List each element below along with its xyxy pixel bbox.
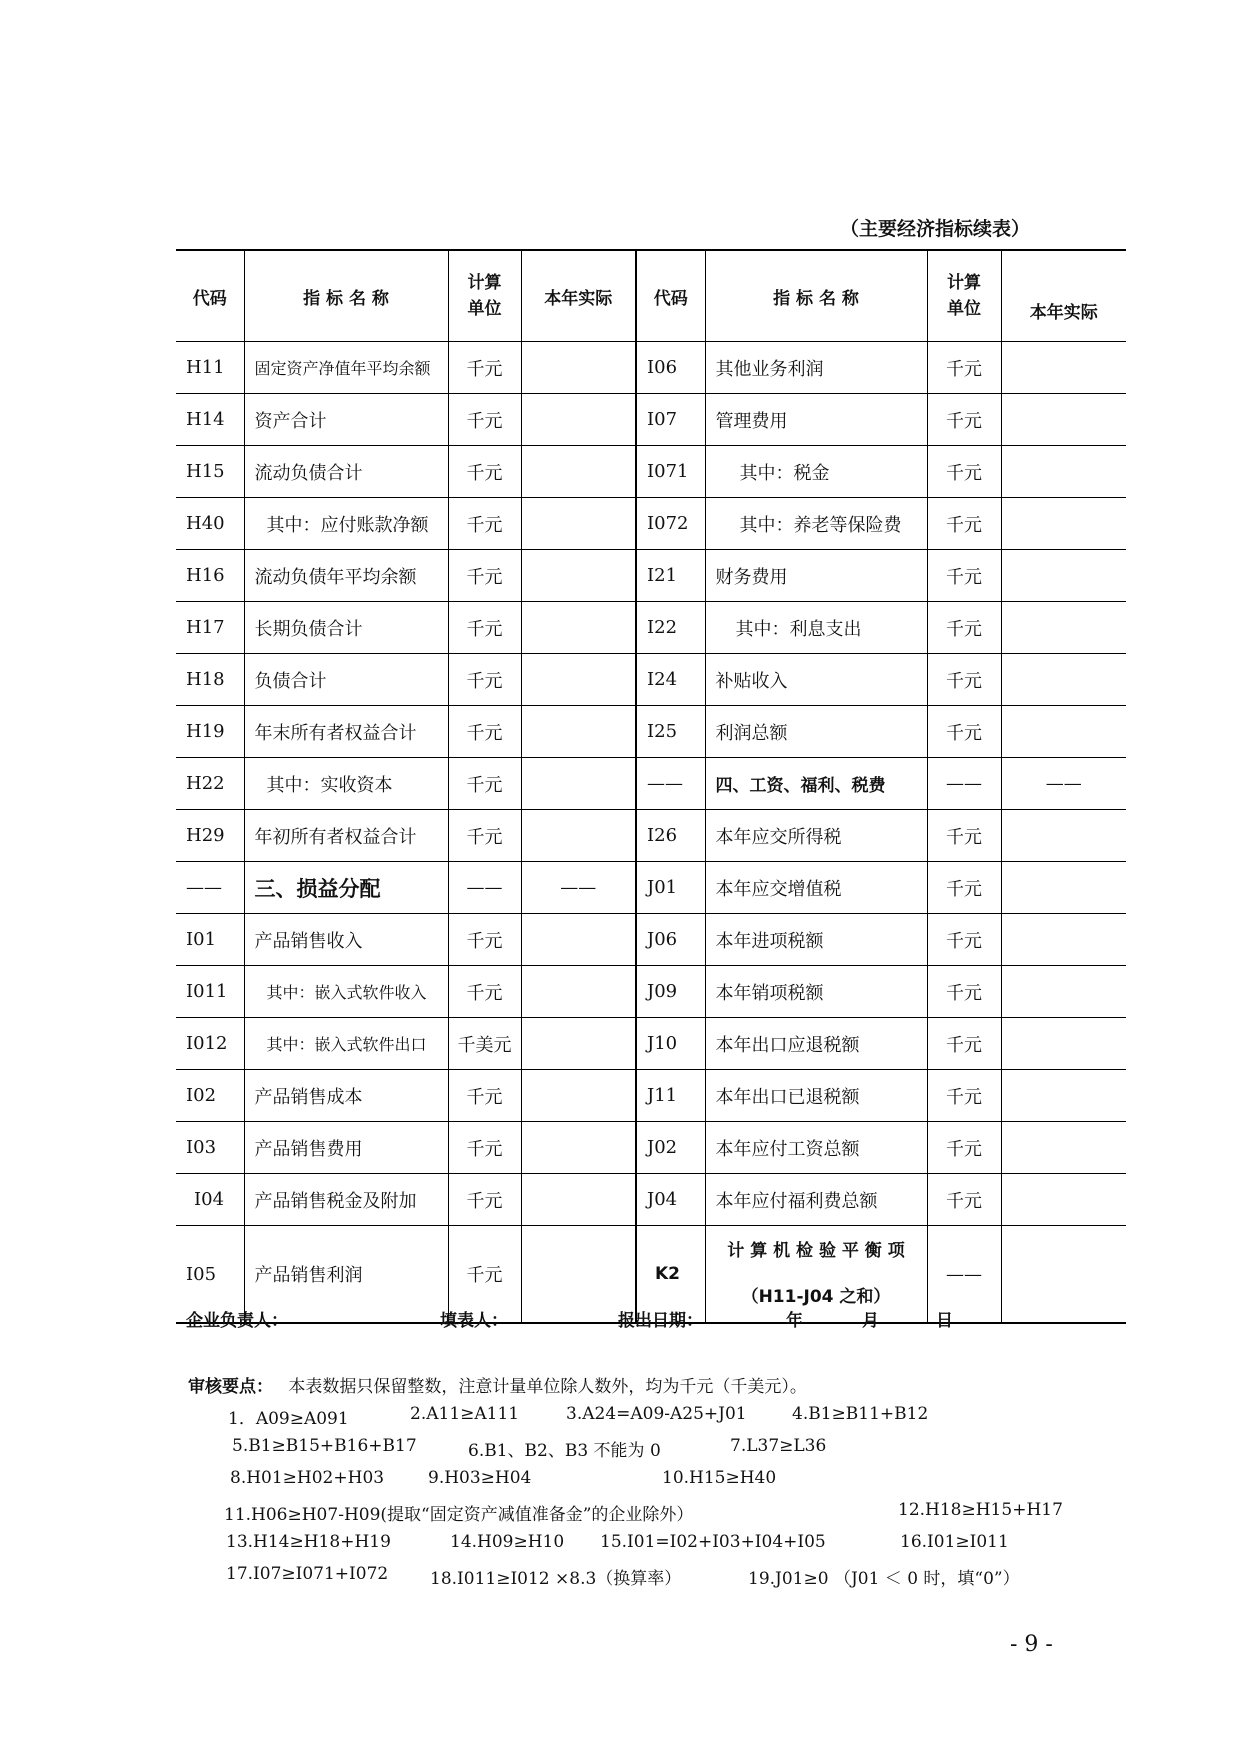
row-unit: 千元 — [927, 550, 1001, 602]
row-name: 管理费用 — [705, 394, 927, 446]
row-unit: 千元 — [927, 602, 1001, 654]
row-code: I01 — [176, 914, 244, 966]
row-name: 流动负债年平均余额 — [244, 550, 448, 602]
row-actual-input[interactable] — [1001, 1226, 1126, 1324]
row-code: —— — [636, 758, 705, 810]
review-rule: 15.I01=I02+I03+I04+I05 — [600, 1532, 826, 1552]
row-code: J01 — [636, 862, 705, 914]
row-unit: 千元 — [448, 342, 521, 394]
row-name: 其中：应付账款净额 — [244, 498, 448, 550]
row-actual-input[interactable] — [1001, 810, 1126, 862]
row-actual-input[interactable] — [1001, 446, 1126, 498]
review-rule: 17.I07≥I071+I072 — [226, 1564, 389, 1584]
row-unit: 千元 — [927, 654, 1001, 706]
row-unit: 千美元 — [448, 1018, 521, 1070]
row-unit: 千元 — [927, 810, 1001, 862]
row-unit: 千元 — [927, 1018, 1001, 1070]
row-actual-value: —— — [521, 862, 636, 914]
row-actual-input[interactable] — [1001, 914, 1126, 966]
row-name: 本年应交所得税 — [705, 810, 927, 862]
header-actual-right: 本年实际 — [1001, 250, 1126, 342]
row-name: 财务费用 — [705, 550, 927, 602]
row-unit: 千元 — [927, 342, 1001, 394]
row-code: I22 — [636, 602, 705, 654]
row-name: 其中：嵌入式软件收入 — [244, 966, 448, 1018]
row-code: I02 — [176, 1070, 244, 1122]
row-name: 本年应付工资总额 — [705, 1122, 927, 1174]
row-unit: 千元 — [448, 446, 521, 498]
table-row — [176, 550, 1126, 602]
review-rule: 6.B1、B2、B3 不能为 0 — [468, 1441, 661, 1461]
row-name: 其他业务利润 — [705, 342, 927, 394]
review-rule: 9.H03≥H04 — [428, 1468, 532, 1488]
header-actual-left: 本年实际 — [521, 250, 636, 342]
header-name-right: 指 标 名 称 — [705, 250, 927, 342]
row-name: 产品销售利润 — [244, 1226, 448, 1324]
review-rule: 12.H18≥H15+H17 — [898, 1500, 1063, 1520]
row-code: I04 — [176, 1174, 244, 1226]
row-unit: 千元 — [927, 498, 1001, 550]
balance-check-label — [705, 1226, 927, 1324]
row-actual-input[interactable] — [521, 758, 636, 810]
row-code: H40 — [176, 498, 244, 550]
row-name: 其中：税金 — [705, 446, 927, 498]
row-actual-input[interactable] — [521, 602, 636, 654]
row-code: H16 — [176, 550, 244, 602]
row-name: 本年出口应退税额 — [705, 1018, 927, 1070]
row-code: I25 — [636, 706, 705, 758]
row-unit: 千元 — [448, 810, 521, 862]
row-code: H19 — [176, 706, 244, 758]
row-name: 产品销售费用 — [244, 1122, 448, 1174]
row-actual-input[interactable] — [1001, 394, 1126, 446]
table-row — [176, 394, 1126, 446]
table-row — [176, 810, 1126, 862]
row-code: J02 — [636, 1122, 705, 1174]
row-code: H29 — [176, 810, 244, 862]
row-actual-input[interactable] — [521, 342, 636, 394]
row-name: 年末所有者权益合计 — [244, 706, 448, 758]
row-name: 其中：养老等保险费 — [705, 498, 927, 550]
row-unit: 千元 — [927, 1070, 1001, 1122]
row-name: 补贴收入 — [705, 654, 927, 706]
row-actual-input[interactable] — [1001, 1122, 1126, 1174]
row-name: 其中：实收资本 — [244, 758, 448, 810]
row-code: I06 — [636, 342, 705, 394]
table-subtitle: （主要经济指标续表） — [840, 218, 1031, 240]
row-actual-input[interactable] — [521, 1070, 636, 1122]
review-intro-text: 本表数据只保留整数，注意计量单位除人数外，均为千元（千美元）。 — [288, 1377, 807, 1397]
row-unit: 千元 — [448, 394, 521, 446]
row-code: J06 — [636, 914, 705, 966]
table-row — [176, 966, 1126, 1018]
review-rule: 2.A11≥A111 — [410, 1404, 520, 1424]
row-unit: 千元 — [448, 602, 521, 654]
row-name: 利润总额 — [705, 706, 927, 758]
row-actual-input[interactable] — [1001, 550, 1126, 602]
row-unit: 千元 — [448, 1070, 521, 1122]
header-code-left: 代码 — [176, 250, 244, 342]
row-unit: 千元 — [927, 446, 1001, 498]
table-row — [176, 758, 1126, 810]
row-code: I072 — [636, 498, 705, 550]
row-code: H17 — [176, 602, 244, 654]
table-row — [176, 498, 1126, 550]
row-name: 本年出口已退税额 — [705, 1070, 927, 1122]
row-code: J04 — [636, 1174, 705, 1226]
review-rule: 16.I01≥I011 — [900, 1532, 1009, 1552]
row-code: —— — [176, 862, 244, 914]
row-name: 年初所有者权益合计 — [244, 810, 448, 862]
row-unit: 千元 — [448, 1122, 521, 1174]
table-header-row — [176, 250, 1126, 342]
row-code: I012 — [176, 1018, 244, 1070]
table-row — [176, 1018, 1126, 1070]
row-unit: 千元 — [927, 862, 1001, 914]
review-rule: 4.B1≥B11+B12 — [792, 1404, 929, 1424]
row-name: 本年进项税额 — [705, 914, 927, 966]
row-name: 产品销售税金及附加 — [244, 1174, 448, 1226]
review-intro — [188, 1372, 807, 1397]
review-rule: 18.I011≥I012 ×8.3（换算率） — [430, 1569, 682, 1589]
row-unit: 千元 — [927, 966, 1001, 1018]
row-actual-input[interactable] — [1001, 1070, 1126, 1122]
row-name: 长期负债合计 — [244, 602, 448, 654]
row-actual-input[interactable] — [521, 1174, 636, 1226]
row-actual-input[interactable] — [521, 446, 636, 498]
footer-year-label: 年 — [786, 1311, 803, 1331]
row-unit: —— — [448, 862, 521, 914]
table-row — [176, 914, 1126, 966]
row-actual-input[interactable] — [521, 810, 636, 862]
row-actual-input[interactable] — [1001, 1018, 1126, 1070]
balance-check-title: 计 算 机 检 验 平 衡 项 — [727, 1241, 905, 1261]
row-name: 本年应交增值税 — [705, 862, 927, 914]
row-name: 本年销项税额 — [705, 966, 927, 1018]
row-code: J10 — [636, 1018, 705, 1070]
row-unit: 千元 — [448, 706, 521, 758]
row-code: I07 — [636, 394, 705, 446]
row-actual-input[interactable] — [521, 1018, 636, 1070]
header-name-left: 指 标 名 称 — [244, 250, 448, 342]
section-heading: 三、损益分配 — [244, 862, 448, 914]
row-actual-input[interactable] — [521, 394, 636, 446]
row-code: H22 — [176, 758, 244, 810]
table-row — [176, 654, 1126, 706]
review-rule: 11.H06≥H07-H09(提取“固定资产减值准备金”的企业除外） — [224, 1505, 694, 1525]
header-unit-left: 计算 单位 — [448, 250, 521, 342]
row-code: J09 — [636, 966, 705, 1018]
row-unit: 千元 — [927, 394, 1001, 446]
row-code: I011 — [176, 966, 244, 1018]
row-name: 流动负债合计 — [244, 446, 448, 498]
row-unit: 千元 — [448, 966, 521, 1018]
row-unit: 千元 — [448, 914, 521, 966]
row-name: 产品销售收入 — [244, 914, 448, 966]
row-code: H11 — [176, 342, 244, 394]
row-code: I21 — [636, 550, 705, 602]
row-unit: 千元 — [927, 914, 1001, 966]
row-actual-input[interactable] — [521, 550, 636, 602]
row-actual-input[interactable] — [521, 966, 636, 1018]
row-name: 其中：利息支出 — [705, 602, 927, 654]
row-name: 其中：嵌入式软件出口 — [244, 1018, 448, 1070]
header-code-right: 代码 — [636, 250, 705, 342]
footer-leader-label: 企业负责人： — [186, 1311, 288, 1331]
row-unit: —— — [927, 758, 1001, 810]
table-row — [176, 1174, 1126, 1226]
review-rule: 5.B1≥B15+B16+B17 — [232, 1436, 417, 1456]
page-number: - 9 - — [1010, 1632, 1053, 1657]
row-name: 资产合计 — [244, 394, 448, 446]
review-title: 审核要点： — [188, 1377, 273, 1397]
row-actual-input[interactable] — [1001, 706, 1126, 758]
row-unit: 千元 — [448, 550, 521, 602]
table-row — [176, 706, 1126, 758]
row-unit: 千元 — [448, 654, 521, 706]
review-rule: 7.L37≥L36 — [730, 1436, 827, 1456]
table-row — [176, 862, 1126, 914]
row-actual-input[interactable] — [521, 914, 636, 966]
row-actual-input[interactable] — [1001, 1174, 1126, 1226]
row-actual-input[interactable] — [1001, 862, 1126, 914]
row-name: 产品销售成本 — [244, 1070, 448, 1122]
row-actual-input[interactable] — [521, 498, 636, 550]
row-code: J11 — [636, 1070, 705, 1122]
row-unit: 千元 — [448, 1174, 521, 1226]
footer-filler-label: 填表人： — [440, 1311, 508, 1331]
review-rule: 14.H09≥H10 — [450, 1532, 565, 1552]
row-code: H18 — [176, 654, 244, 706]
row-unit: —— — [927, 1226, 1001, 1324]
row-unit: 千元 — [927, 706, 1001, 758]
footer-date-label: 报出日期： — [618, 1311, 703, 1331]
row-actual-value: —— — [1001, 758, 1126, 810]
indicator-table — [176, 249, 1126, 1324]
row-name: 负债合计 — [244, 654, 448, 706]
review-rule: 8.H01≥H02+H03 — [230, 1468, 385, 1488]
row-actual-input[interactable] — [521, 654, 636, 706]
row-actual-input[interactable] — [1001, 342, 1126, 394]
footer-month-label: 月 — [862, 1311, 879, 1331]
header-unit-right: 计算 单位 — [927, 250, 1001, 342]
review-rule: 19.J01≥0 （J01 ＜ 0 时，填“0”） — [748, 1569, 1020, 1589]
review-rule: 10.H15≥H40 — [662, 1468, 777, 1488]
row-actual-input[interactable] — [1001, 966, 1126, 1018]
row-actual-input[interactable] — [521, 706, 636, 758]
row-unit: 千元 — [927, 1122, 1001, 1174]
row-code: I05 — [176, 1226, 244, 1324]
row-actual-input[interactable] — [521, 1122, 636, 1174]
table-row — [176, 1070, 1126, 1122]
row-code: I03 — [176, 1122, 244, 1174]
balance-check-note: （H11-J04 之和） — [741, 1287, 891, 1307]
row-code: K2 — [636, 1226, 705, 1324]
row-actual-input[interactable] — [1001, 654, 1126, 706]
review-rule: 13.H14≥H18+H19 — [226, 1532, 391, 1552]
row-code: I24 — [636, 654, 705, 706]
table-row — [176, 1122, 1126, 1174]
row-unit: 千元 — [448, 758, 521, 810]
table-row — [176, 602, 1126, 654]
footer-day-label: 日 — [936, 1311, 953, 1331]
row-actual-input[interactable] — [1001, 602, 1126, 654]
row-name: 本年应付福利费总额 — [705, 1174, 927, 1226]
section-heading: 四、工资、福利、税费 — [705, 758, 927, 810]
review-rule: 3.A24=A09-A25+J01 — [566, 1404, 747, 1424]
table-row — [176, 446, 1126, 498]
row-unit: 千元 — [448, 1226, 521, 1324]
row-unit: 千元 — [927, 1174, 1001, 1226]
review-rule: 1．A09≥A091 — [228, 1409, 349, 1429]
row-actual-input[interactable] — [1001, 498, 1126, 550]
row-code: H15 — [176, 446, 244, 498]
table-row — [176, 342, 1126, 394]
row-code: I26 — [636, 810, 705, 862]
row-unit: 千元 — [448, 498, 521, 550]
row-code: I071 — [636, 446, 705, 498]
row-code: H14 — [176, 394, 244, 446]
row-name: 固定资产净值年平均余额 — [244, 342, 448, 394]
